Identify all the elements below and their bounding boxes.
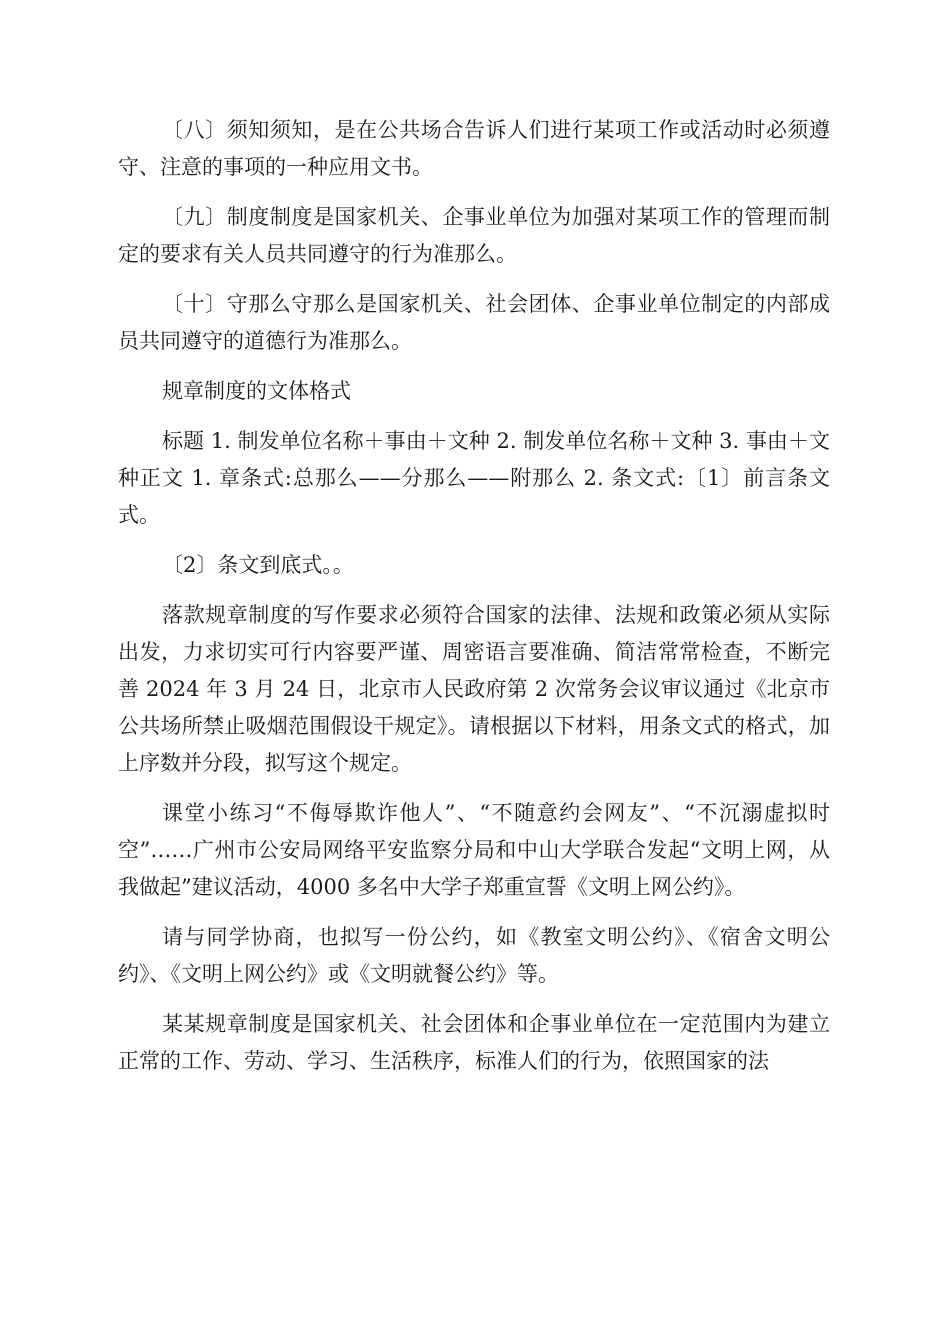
paragraph-classroom-exercise: 课堂小练习“不侮辱欺诈他人”、“不随意约会网友”、“不沉溺虚拟时空”……广州市公安局网络平安监察分局和中山大学联合发起“文明上网，从我做起”建议活动，4000 多名中大学子郑重宣誓《文明上网公约》。 <box>118 801 830 899</box>
paragraph-regulation-summary: 某某规章制度是国家机关、社会团体和企事业单位在一定范围内为建立正常的工作、劳动、学习、生活秩序，标准人们的行为，依照国家的法 <box>118 1012 830 1073</box>
paragraph-title-body-format: 标题 1. 制发单位名称＋事由＋文种 2. 制发单位名称＋文种 3. 事由＋文种正文 1. 章条式:总那么——分那么——附那么 2. 条文式:〔1〕前言条文式。 <box>118 429 830 527</box>
paragraph-system-definition: 〔九〕制度制度是国家机关、企事业单位为加强对某项工作的管理而制定的要求有关人员共同遵守的行为准那么。 <box>118 205 830 266</box>
section-heading-format: 规章制度的文体格式 <box>162 379 351 403</box>
document-body <box>118 112 830 1093</box>
paragraph-rules-definition: 〔十〕守那么守那么是国家机关、社会团体、企事业单位制定的内部成员共同遵守的道德行为准那么。 <box>118 292 830 353</box>
paragraph-notice-definition: 〔八〕须知须知，是在公共场合告诉人们进行某项工作或活动时必须遵守、注意的事项的一种应用文书。 <box>118 118 830 179</box>
paragraph-convention-task: 请与同学协商，也拟写一份公约，如《教室文明公约》、《宿舍文明公约》、《文明上网公约》或《文明就餐公约》等。 <box>118 925 830 986</box>
paragraph-writing-requirements: 落款规章制度的写作要求必须符合国家的法律、法规和政策必须从实际出发，力求切实可行内容要严谨、周密语言要准确、简洁常常检查，不断完善 2024 年 3 月 24 日，北京市人民政府第 2 次常务会议审议通过《北京市公共场所禁止吸烟范围假设干规定》。请根据以下材料，用条文式的格式，加上序数并分段，拟写这个规定。 <box>118 603 830 775</box>
paragraph-article-style: 〔2〕条文到底式。。 <box>162 553 354 577</box>
